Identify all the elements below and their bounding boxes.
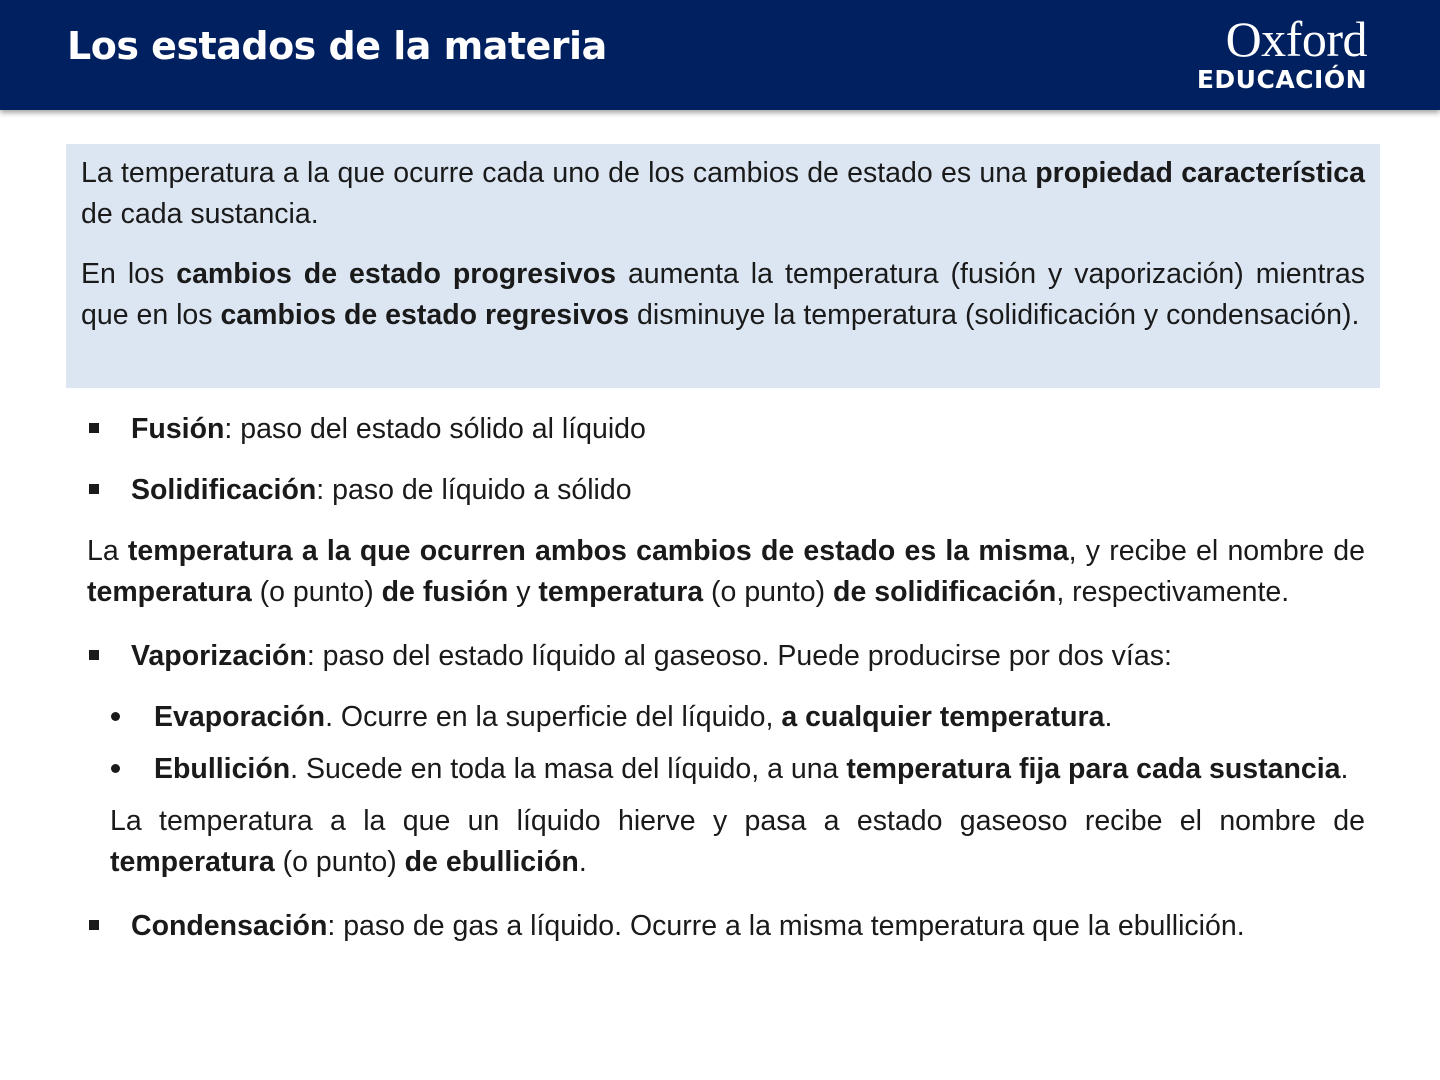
logo-wordmark: Oxford [1225,11,1367,67]
sublist-item-ebullicion [87,749,1365,790]
bold-text-segment: temperatura fija para cada sustancia [846,753,1341,785]
oxford-educacion-logo [1196,11,1367,94]
intro-paragraph-2 [81,254,1365,336]
ebullicion-note-paragraph [87,801,1365,883]
square-bullet-icon [89,920,99,930]
sublist-item-evaporacion [87,697,1365,738]
text-segment: La [87,535,128,567]
bold-text-segment: temperatura a la que ocurren ambos cambios de estado es la misma [127,535,1069,567]
square-bullet-icon [89,650,99,660]
text-segment: : paso del estado líquido al gaseoso. Puede producirse por dos vías: [306,640,1172,672]
list-item-solidificacion [87,470,1365,511]
text-segment: (o punto) [251,576,382,608]
bold-text-segment: de fusión [381,576,509,608]
text-segment: : paso de líquido a sólido [316,474,632,506]
list-item-vaporizacion [87,636,1365,677]
square-bullet-icon [89,423,99,433]
bold-text-segment: de solidificación [833,576,1057,608]
bold-text-segment: Evaporación [154,701,326,733]
text-segment: . Sucede en toda la masa del líquido, a una [290,753,847,785]
bold-text-segment: temperatura [110,846,275,878]
bold-text-segment: cambios de estado progresivos [176,258,616,290]
text-segment: y [508,576,539,608]
bold-text-segment: temperatura [87,576,252,608]
bold-text-segment: a cualquier temperatura [781,701,1105,733]
bold-text-segment: Condensación [131,910,328,942]
bold-text-segment: Vaporización [131,640,307,672]
fusion-text [131,413,646,445]
solidificacion-text [131,474,632,506]
text-segment: En los [81,258,177,290]
page-title: Los estados de la materia [67,24,607,68]
list-item-fusion [87,409,1365,450]
text-segment: La temperatura a la que un líquido hierve y pasa a estado gaseoso recibe el nombre de [110,805,1365,837]
text-segment: , y recibe el nombre de [1068,535,1365,567]
text-segment: (o punto) [274,846,405,878]
text-segment: . Ocurre en la superficie del líquido, [325,701,782,733]
evaporacion-text [154,701,1112,733]
main-content [87,409,1365,947]
bold-text-segment: de ebullición [404,846,579,878]
text-segment: . [578,846,587,878]
text-segment: aumenta la temperatura (fusión y vaporización) mientras que en los [81,258,1366,331]
condensacion-text [131,910,1245,942]
bold-text-segment: Ebullición [154,753,291,785]
header-bar [0,0,1440,110]
text-segment: disminuye la temperatura (solidificación y condensación). [629,299,1360,331]
text-segment: , respectivamente. [1056,576,1290,608]
text-segment: : paso del estado sólido al líquido [224,413,646,445]
vaporizacion-text [131,640,1172,672]
bold-text-segment: cambios de estado regresivos [220,299,630,331]
text-segment: . [1104,701,1113,733]
text-segment: (o punto) [703,576,834,608]
text-segment: . [1340,753,1349,785]
text-segment: La temperatura a la que ocurre cada uno de los cambios de estado es una [81,157,1036,189]
bold-text-segment: temperatura [538,576,704,608]
bold-text-segment: propiedad característica [1035,157,1366,189]
intro-highlight-box [66,144,1380,388]
fusion-note-paragraph [87,531,1365,613]
list-item-condensacion [87,906,1365,947]
bold-text-segment: Solidificación [131,474,317,506]
text-segment: de cada sustancia. [81,198,319,230]
round-bullet-icon [111,764,120,773]
logo-subtitle: EDUCACIÓN [1196,65,1367,94]
intro-paragraph-1 [81,153,1365,235]
text-segment: : paso de gas a líquido. Ocurre a la misma temperatura que la ebullición. [327,910,1245,942]
square-bullet-icon [89,484,99,494]
ebullicion-text [154,753,1348,785]
round-bullet-icon [111,712,120,721]
bold-text-segment: Fusión [131,413,225,445]
